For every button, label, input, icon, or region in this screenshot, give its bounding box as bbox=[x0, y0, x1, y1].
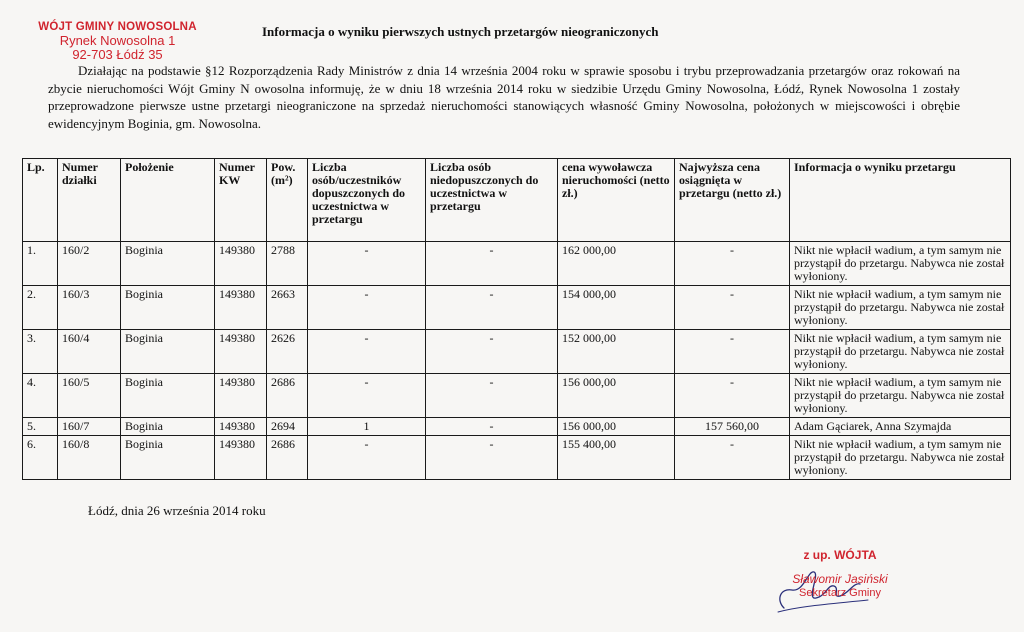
cell-admitted: - bbox=[308, 242, 426, 286]
header-not-admitted: Liczba osób niedopuszczonych do uczestnictwa w przetargu bbox=[426, 159, 558, 242]
office-stamp bbox=[30, 20, 205, 62]
cell-admitted: - bbox=[308, 374, 426, 418]
header-starting-price: cena wywoławcza nieruchomości (netto zł.) bbox=[558, 159, 675, 242]
cell-starting-price: 154 000,00 bbox=[558, 286, 675, 330]
cell-highest-price: 157 560,00 bbox=[675, 418, 790, 436]
stamp-office-name: WÓJT GMINY NOWOSOLNA bbox=[38, 21, 197, 33]
cell-plot: 160/5 bbox=[58, 374, 121, 418]
header-kw-number: Numer KW bbox=[215, 159, 267, 242]
signature-stamp bbox=[770, 548, 910, 599]
cell-lp: 1. bbox=[23, 242, 58, 286]
cell-not-admitted: - bbox=[426, 436, 558, 480]
cell-plot: 160/8 bbox=[58, 436, 121, 480]
cell-lp: 5. bbox=[23, 418, 58, 436]
cell-not-admitted: - bbox=[426, 286, 558, 330]
cell-starting-price: 155 400,00 bbox=[558, 436, 675, 480]
document-title: Informacja o wyniku pierwszych ustnych przetargów nieograniczonych bbox=[262, 24, 659, 39]
cell-highest-price: - bbox=[675, 330, 790, 374]
cell-result: Nikt nie wpłacił wadium, a tym samym nie przystąpił do przetargu. Nabywca nie został wyłoniony. bbox=[790, 374, 1011, 418]
table-row bbox=[23, 242, 1011, 286]
header-admitted: Liczba osób/uczestników dopuszczonych do uczestnictwa w przetargu bbox=[308, 159, 426, 242]
header-lp: Lp. bbox=[23, 159, 58, 242]
cell-admitted: - bbox=[308, 286, 426, 330]
cell-kw: 149380 bbox=[215, 286, 267, 330]
cell-location: Boginia bbox=[121, 286, 215, 330]
cell-area: 2663 bbox=[267, 286, 308, 330]
cell-area: 2626 bbox=[267, 330, 308, 374]
cell-kw: 149380 bbox=[215, 374, 267, 418]
cell-lp: 3. bbox=[23, 330, 58, 374]
cell-lp: 4. bbox=[23, 374, 58, 418]
signatory-name: Sławomir Jasiński bbox=[792, 572, 888, 586]
intro-paragraph: Działając na podstawie §12 Rozporządzenia Rady Ministrów z dnia 14 września 2004 roku w sprawie sposobu i trybu przeprowadzania przetargów oraz rokowań na zbycie nieruchomości Wójt Gminy N owosolna informuję, że w dniu 18 września 2014 roku w siedzibie Urzędu Gminy Nowosolna, Łódź, Rynek Nowosolna 1 zostały przeprowadzone pierwsze ustne przetargi nieograniczone na sprzedaż nieruchomości stanowiących własność Gminy Nowosolna, położonych w miejscowości i obrębie ewidencyjnym Boginia, gm. Nowosolna. bbox=[48, 63, 960, 131]
cell-lp: 6. bbox=[23, 436, 58, 480]
cell-kw: 149380 bbox=[215, 330, 267, 374]
cell-starting-price: 152 000,00 bbox=[558, 330, 675, 374]
table-row bbox=[23, 418, 1011, 436]
cell-location: Boginia bbox=[121, 330, 215, 374]
cell-not-admitted: - bbox=[426, 418, 558, 436]
cell-admitted: - bbox=[308, 330, 426, 374]
cell-kw: 149380 bbox=[215, 418, 267, 436]
cell-plot: 160/2 bbox=[58, 242, 121, 286]
stamp-address: Rynek Nowosolna 1 bbox=[59, 33, 176, 48]
auction-results-table bbox=[22, 158, 1011, 480]
header-area: Pow. (m²) bbox=[267, 159, 308, 242]
cell-starting-price: 156 000,00 bbox=[558, 374, 675, 418]
cell-lp: 2. bbox=[23, 286, 58, 330]
cell-highest-price: - bbox=[675, 286, 790, 330]
signatory-role: Sekretarz Gminy bbox=[799, 587, 881, 599]
stamp-office: WÓJTA bbox=[834, 548, 877, 562]
cell-result: Nikt nie wpłacił wadium, a tym samym nie przystąpił do przetargu. Nabywca nie został wyłoniony. bbox=[790, 286, 1011, 330]
cell-kw: 149380 bbox=[215, 242, 267, 286]
cell-area: 2694 bbox=[267, 418, 308, 436]
table-row bbox=[23, 436, 1011, 480]
cell-result: Nikt nie wpłacił wadium, a tym samym nie przystąpił do przetargu. Nabywca nie został wyłoniony. bbox=[790, 242, 1011, 286]
date-line: Łódź, dnia 26 września 2014 roku bbox=[88, 503, 266, 518]
cell-highest-price: - bbox=[675, 374, 790, 418]
cell-area: 2788 bbox=[267, 242, 308, 286]
cell-starting-price: 156 000,00 bbox=[558, 418, 675, 436]
cell-plot: 160/3 bbox=[58, 286, 121, 330]
table-header-row bbox=[23, 159, 1011, 242]
cell-result: Nikt nie wpłacił wadium, a tym samym nie przystąpił do przetargu. Nabywca nie został wyłoniony. bbox=[790, 330, 1011, 374]
cell-not-admitted: - bbox=[426, 242, 558, 286]
header-location: Położenie bbox=[121, 159, 215, 242]
header-result: Informacja o wyniku przetargu bbox=[790, 159, 1011, 242]
table-row bbox=[23, 286, 1011, 330]
cell-kw: 149380 bbox=[215, 436, 267, 480]
cell-admitted: 1 bbox=[308, 418, 426, 436]
cell-area: 2686 bbox=[267, 374, 308, 418]
header-plot-number: Numer działki bbox=[58, 159, 121, 242]
cell-plot: 160/7 bbox=[58, 418, 121, 436]
stamp-authority bbox=[770, 548, 910, 562]
header-highest-price: Najwyższa cena osiągnięta w przetargu (netto zł.) bbox=[675, 159, 790, 242]
cell-result: Adam Gąciarek, Anna Szymajda bbox=[790, 418, 1011, 436]
stamp-on-behalf: z up. bbox=[803, 548, 831, 562]
cell-location: Boginia bbox=[121, 418, 215, 436]
cell-admitted: - bbox=[308, 436, 426, 480]
cell-location: Boginia bbox=[121, 374, 215, 418]
table-row bbox=[23, 374, 1011, 418]
cell-plot: 160/4 bbox=[58, 330, 121, 374]
table-row bbox=[23, 330, 1011, 374]
cell-highest-price: - bbox=[675, 436, 790, 480]
stamp-postcode: 92-703 Łódź 35 bbox=[72, 47, 163, 62]
cell-starting-price: 162 000,00 bbox=[558, 242, 675, 286]
cell-not-admitted: - bbox=[426, 374, 558, 418]
cell-highest-price: - bbox=[675, 242, 790, 286]
cell-not-admitted: - bbox=[426, 330, 558, 374]
cell-area: 2686 bbox=[267, 436, 308, 480]
cell-location: Boginia bbox=[121, 242, 215, 286]
cell-result: Nikt nie wpłacił wadium, a tym samym nie przystąpił do przetargu. Nabywca nie został wyłoniony. bbox=[790, 436, 1011, 480]
cell-location: Boginia bbox=[121, 436, 215, 480]
